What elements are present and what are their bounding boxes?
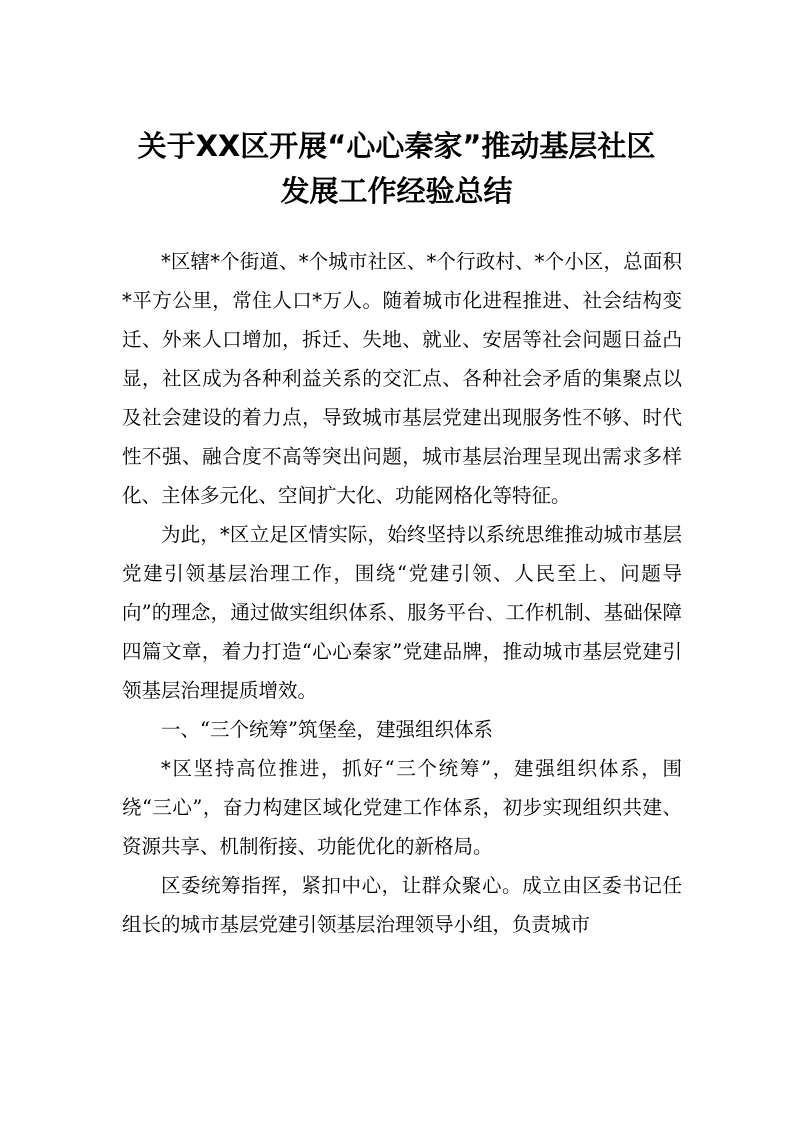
section-heading-1: 一、“三个统筹”筑堡垒，建强组织体系 (161, 718, 493, 741)
paragraph-section-1-intro: *区坚持高位推进，抓好“三个统筹”，建强组织体系，围绕“三心”，奋力构建区域化党建工作体系，初步实现组织共建、资源共享、机制衔接、功能优化的新格局。 (122, 757, 682, 858)
paragraph-section-1-detail: 区委统筹指挥，紧扣中心，让群众聚心。成立由区委书记任组长的城市基层党建引领基层治理领导小组，负责城市 (122, 874, 682, 936)
document-title-line-2: 发展工作经验总结 (280, 174, 513, 208)
paragraph-approach: 为此，*区立足区情实际，始终坚持以系统思维推动城市基层党建引领基层治理工作，围绕“党建引领、人民至上、问题导向”的理念，通过做实组织体系、服务平台、工作机制、基础保障四篇文章，着力打造“心心秦家”党建品牌，推动城市基层党建引领基层治理提质增效。 (122, 523, 682, 702)
document-body (122, 242, 682, 944)
document-title-line-1: 关于XX区开展“心心秦家”推动基层社区 (137, 129, 656, 163)
paragraph-overview: *区辖*个街道、*个城市社区、*个行政村、*个小区，总面积*平方公里，常住人口*万人。随着城市化进程推进、社会结构变迁、外来人口增加，拆迁、失地、就业、安居等社会问题日益凸显，社区成为各种利益关系的交汇点、各种社会矛盾的集聚点以及社会建设的着力点，导致城市基层党建出现服务性不够、时代性不强、融合度不高等突出问题，城市基层治理呈现出需求多样化、主体多元化、空间扩大化、功能网格化等特征。 (122, 250, 682, 507)
